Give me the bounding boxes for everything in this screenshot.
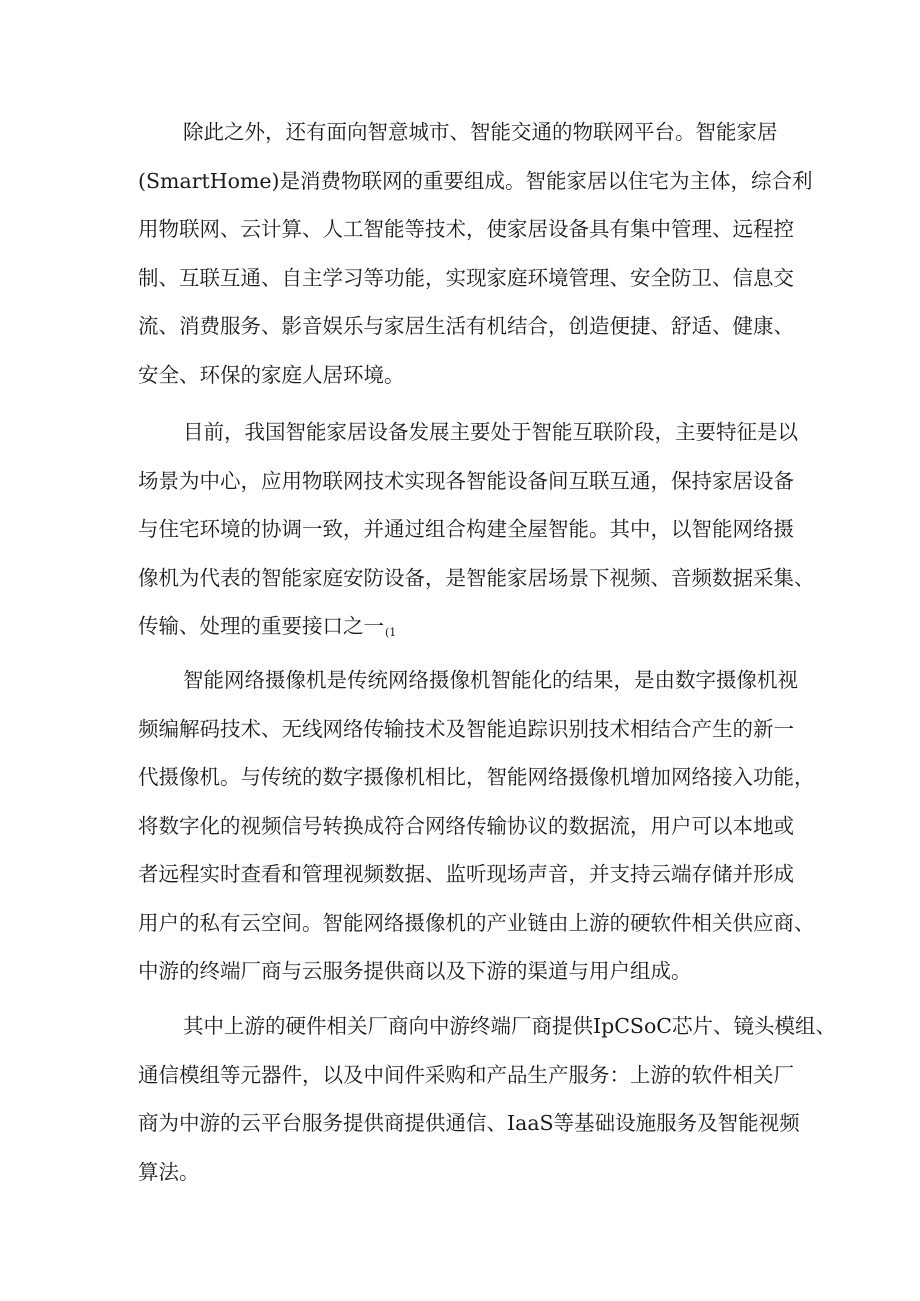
paragraph-smart-home-intro: [138, 108, 813, 399]
paragraph-smart-camera: [138, 656, 815, 996]
paragraph-line: (SmartHome)是消费物联网的重要组成。智能家居以住宅为主体，综合利: [138, 168, 813, 193]
paragraph-line: 与住宅环境的协调一致，并通过组合构建全屋智能。其中，以智能网络摄: [138, 517, 794, 541]
paragraph-line: 目前，我国智能家居设备发展主要处于智能互联阶段，主要特征是以: [183, 420, 798, 444]
paragraph-line: 流、消费服务、影音娱乐与家居生活有机结合，创造便捷、舒适、健康、: [138, 314, 794, 338]
paragraph-development-stage: [138, 408, 815, 651]
paragraph-line: 中游的终端厂商与云服务提供商以及下游的渠道与用户组成。: [138, 959, 692, 983]
paragraph-line: 智能网络摄像机是传统网络摄像机智能化的结果，是由数字摄像机视: [183, 668, 798, 692]
paragraph-upstream-vendors: [138, 1002, 836, 1196]
paragraph-line: 其中上游的硬件相关厂商向中游终端厂商提供IpCSoC芯片、镜头模组、: [183, 1014, 836, 1038]
paragraph-line: 安全、环保的家庭人居环境。: [138, 362, 405, 387]
paragraph-line: 制、互联互通、自主学习等功能，实现家庭环境管理、安全防卫、信息交: [138, 265, 794, 290]
paragraph-line: 通信模组等元器件，以及中间件采购和产品生产服务：上游的软件相关厂: [138, 1062, 794, 1087]
paragraph-line: 将数字化的视频信号转换成符合网络传输协议的数据流，用户可以本地或: [138, 813, 794, 838]
reference-mark: (1: [385, 626, 397, 639]
paragraph-line: 代摄像机。与传统的数字摄像机相比，智能网络摄像机增加网络接入功能，: [138, 765, 815, 789]
paragraph-line: 者远程实时查看和管理视频数据、监听现场声音，并支持云端存储并形成: [138, 862, 794, 886]
paragraph-line: 用物联网、云计算、人工智能等技术，使家居设备具有集中管理、远程控: [138, 217, 794, 241]
paragraph-line: 像机为代表的智能家庭安防设备，是智能家居场景下视频、音频数据采集、: [138, 565, 815, 590]
paragraph-line: 除此之外，还有面向智意城市、智能交通的物联网平台。智能家居: [183, 120, 778, 144]
paragraph-line: 用户的私有云空间。智能网络摄像机的产业链由上游的硬软件相关供应商、: [138, 910, 815, 935]
paragraph-line-text: 传输、处理的重要接口之一: [138, 614, 384, 638]
paragraph-line: 算法。: [138, 1159, 200, 1184]
paragraph-line: 频编解码技术、无线网络传输技术及智能追踪识别技术相结合产生的新一: [138, 716, 794, 741]
paragraph-line: 商为中游的云平台服务提供商提供通信、IaaS等基础设施服务及智能视频: [138, 1111, 800, 1135]
paragraph-line: 场景为中心，应用物联网技术实现各智能设备间互联互通，保持家居设备: [138, 468, 794, 493]
paragraph-line: [138, 602, 798, 651]
